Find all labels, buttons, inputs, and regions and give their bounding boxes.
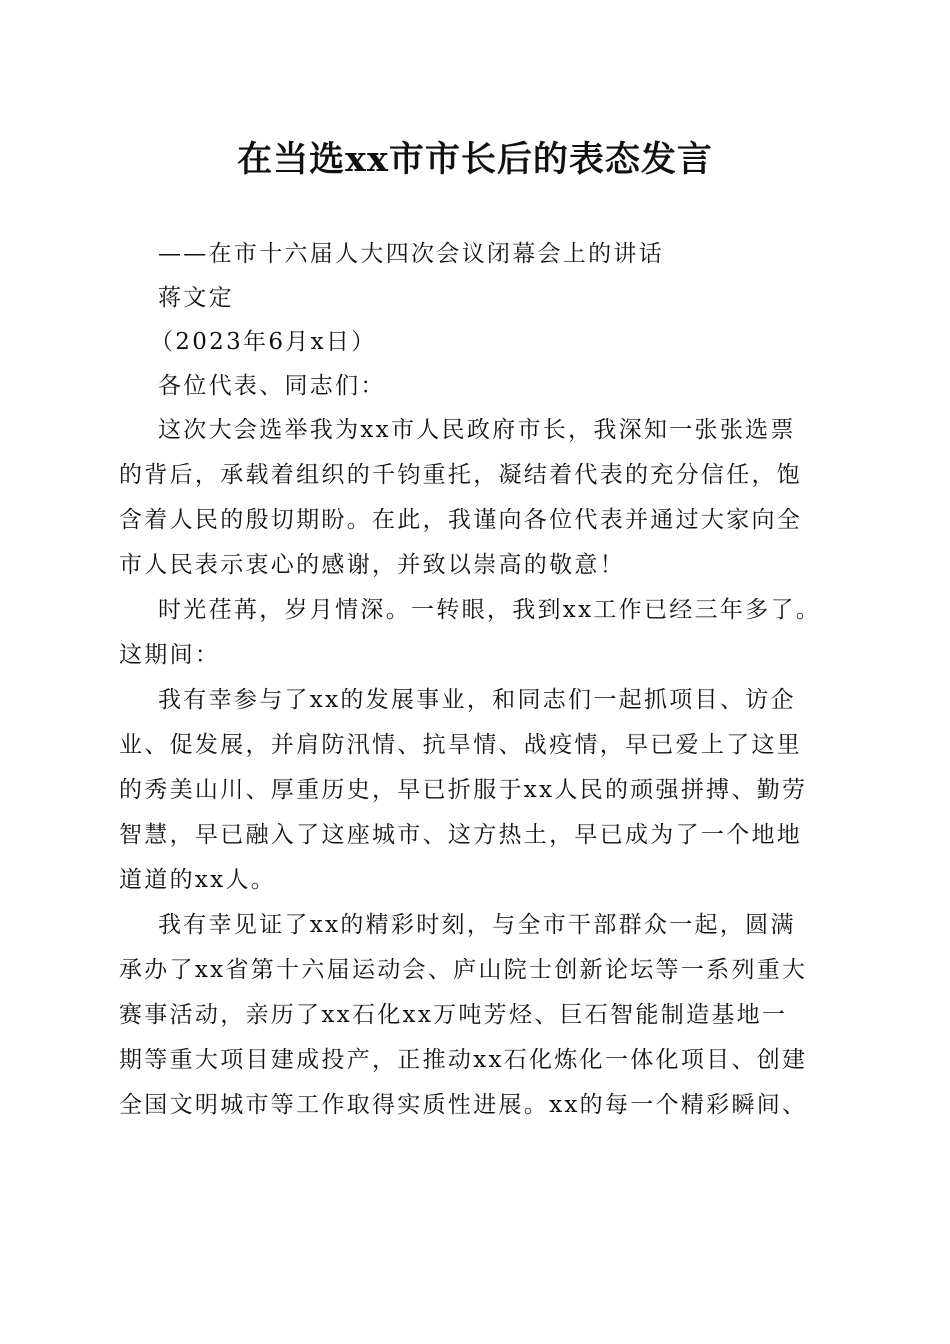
paragraph-line: 道道的xx人。 [119, 867, 277, 893]
document-date: （2023年6月x日） [150, 329, 377, 355]
document-salutation: 各位代表、同志们： [158, 373, 386, 399]
paragraph-line: 我有幸参与了xx的发展事业，和同志们一起抓项目、访企 [158, 687, 796, 713]
paragraph-line: 含着人民的殷切期盼。在此，我谨向各位代表并通过大家向全 [119, 507, 803, 533]
paragraph-line: 全国文明城市等工作取得实质性进展。xx的每一个精彩瞬间、 [119, 1092, 808, 1118]
paragraph-line: 智慧，早已融入了这座城市、这方热土，早已成为了一个地地 [119, 822, 803, 848]
paragraph-line: 期等重大项目建成投产，正推动xx石化炼化一体化项目、创建 [119, 1047, 808, 1073]
paragraph-line: 的背后，承载着组织的千钧重托，凝结着代表的充分信任，饱 [119, 462, 803, 488]
document-title: 在当选xx市市长后的表态发言 [237, 139, 713, 180]
paragraph-line: 这次大会选举我为xx市人民政府市长，我深知一张张选票 [158, 417, 796, 443]
paragraph-line: 承办了xx省第十六届运动会、庐山院士创新论坛等一系列重大 [119, 957, 808, 983]
document-subtitle: ——在市十六届人大四次会议闭幕会上的讲话 [158, 241, 664, 267]
paragraph-line: 业、促发展，并肩防汛情、抗旱情、战疫情，早已爱上了这里 [119, 732, 803, 758]
paragraph-line: 时光荏苒，岁月情深。一转眼，我到xx工作已经三年多了。 [158, 597, 822, 623]
document-author: 蒋文定 [158, 285, 234, 311]
paragraph-line: 的秀美山川、厚重历史，早已折服于xx人民的顽强拼搏、勤劳 [119, 777, 808, 803]
paragraph-line: 赛事活动，亲历了xx石化xx万吨芳烃、巨石智能制造基地一 [119, 1002, 788, 1028]
paragraph-line: 市人民表示衷心的感谢，并致以崇高的敬意！ [119, 552, 625, 578]
paragraph-line: 我有幸见证了xx的精彩时刻，与全市干部群众一起，圆满 [158, 912, 796, 938]
paragraph-line: 这期间： [119, 642, 221, 668]
